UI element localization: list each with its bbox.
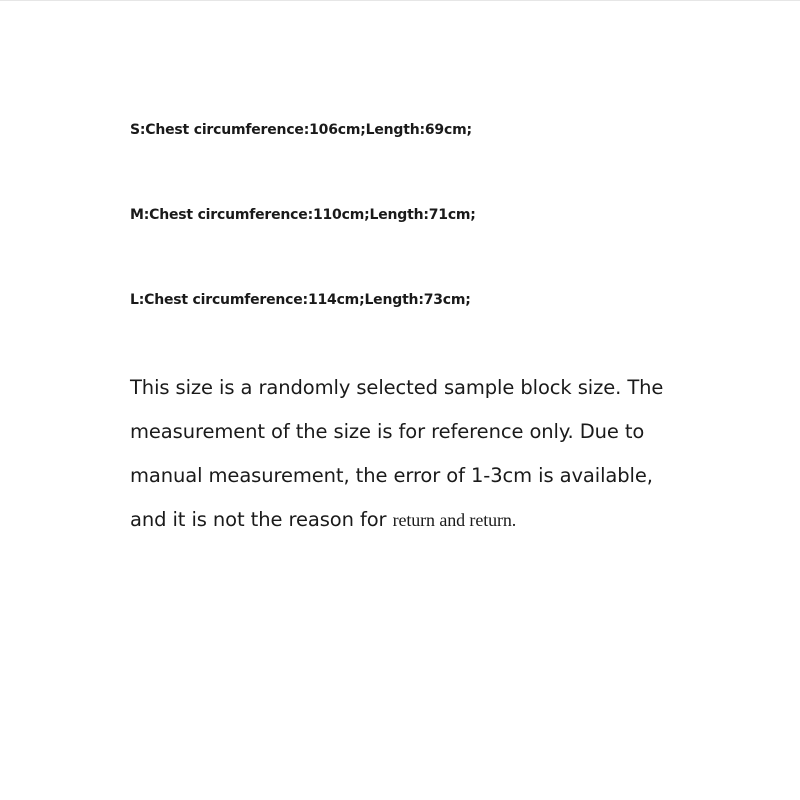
top-divider — [0, 0, 800, 1]
disclaimer-line-4-end: return and return. — [392, 510, 517, 530]
size-l-measurement: L:Chest circumference:114cm;Length:73cm; — [130, 292, 471, 308]
disclaimer-line-2: measurement of the size is for reference only. Due to — [130, 420, 645, 443]
disclaimer-line-4 — [130, 498, 750, 542]
disclaimer-line-4-start: and it is not the reason for — [130, 508, 393, 531]
size-s-measurement: S:Chest circumference:106cm;Length:69cm; — [130, 122, 472, 138]
size-m-measurement: M:Chest circumference:110cm;Length:71cm; — [130, 207, 476, 223]
disclaimer-line-1: This size is a randomly selected sample block size. The — [130, 376, 664, 399]
measurement-disclaimer — [130, 366, 750, 542]
disclaimer-line-3: manual measurement, the error of 1-3cm is available, — [130, 464, 653, 487]
